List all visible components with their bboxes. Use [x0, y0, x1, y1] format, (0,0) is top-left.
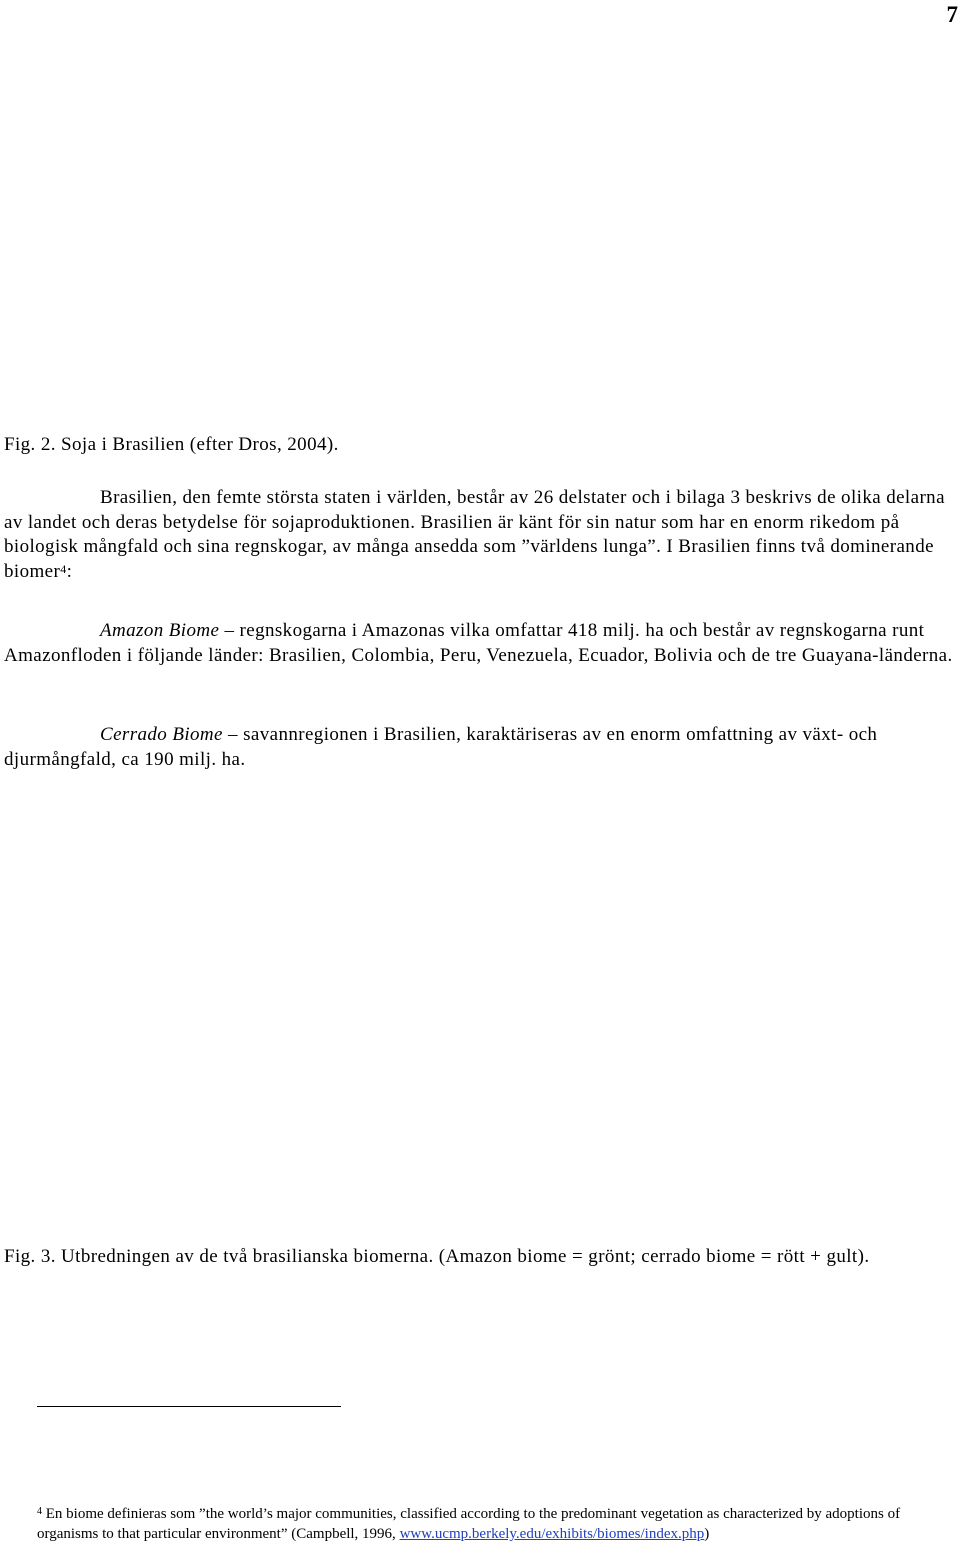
- cerrado-biome-term: Cerrado Biome: [100, 724, 223, 745]
- intro-paragraph: [4, 486, 956, 584]
- footnote-link[interactable]: www.ucmp.berkely.edu/exhibits/biomes/index.php: [399, 1526, 705, 1542]
- figure-3-caption: Fig. 3. Utbredningen av de två brasilianska biomerna. (Amazon biome = grönt; cerrado biome = rött + gult).: [4, 1246, 870, 1267]
- amazon-biome-paragraph: [4, 619, 956, 668]
- page-number: 7: [946, 2, 958, 27]
- footnote-separator: [37, 1406, 341, 1407]
- footnote: [37, 1504, 937, 1544]
- intro-colon: :: [66, 560, 73, 582]
- cerrado-biome-paragraph: [4, 723, 956, 772]
- cerrado-biome-description: – savannregionen i Brasilien, karaktäriseras av en enorm omfattning av växt- och djurmångfald, ca 190 milj. ha.: [4, 724, 878, 770]
- amazon-biome-description: – regnskogarna i Amazonas vilka omfattar 418 milj. ha och består av regnskogarna runt Amazonfloden i följande länder: Brasilien, Colombia, Peru, Venezuela, Ecuador, Bolivia och de tre Guayana-länderna.: [4, 620, 953, 666]
- footnote-closing: ): [704, 1526, 710, 1542]
- footnote-text: En biome definieras som ”the world’s major communities, classified according to the predominant vegetation as characterized by adoptions of organisms to that particular environment” (Campbell, 1996,: [37, 1506, 901, 1542]
- footnote-reference[interactable]: 4: [60, 561, 67, 576]
- intro-text: Brasilien, den femte största staten i världen, består av 26 delstater och i bilaga 3 beskrivs de olika delarna av landet och deras betydelse för sojaproduktionen. Brasilien är känt för sin natur som har en enorm rikedom på biologisk mångfald och sina regnskogar, av många ansedda som ”världens lunga”. I Brasilien finns två dominerande biomer: [4, 487, 945, 582]
- figure-2-caption: Fig. 2. Soja i Brasilien (efter Dros, 2004).: [4, 434, 339, 455]
- amazon-biome-term: Amazon Biome: [100, 620, 220, 641]
- footnote-number: 4: [37, 1506, 42, 1517]
